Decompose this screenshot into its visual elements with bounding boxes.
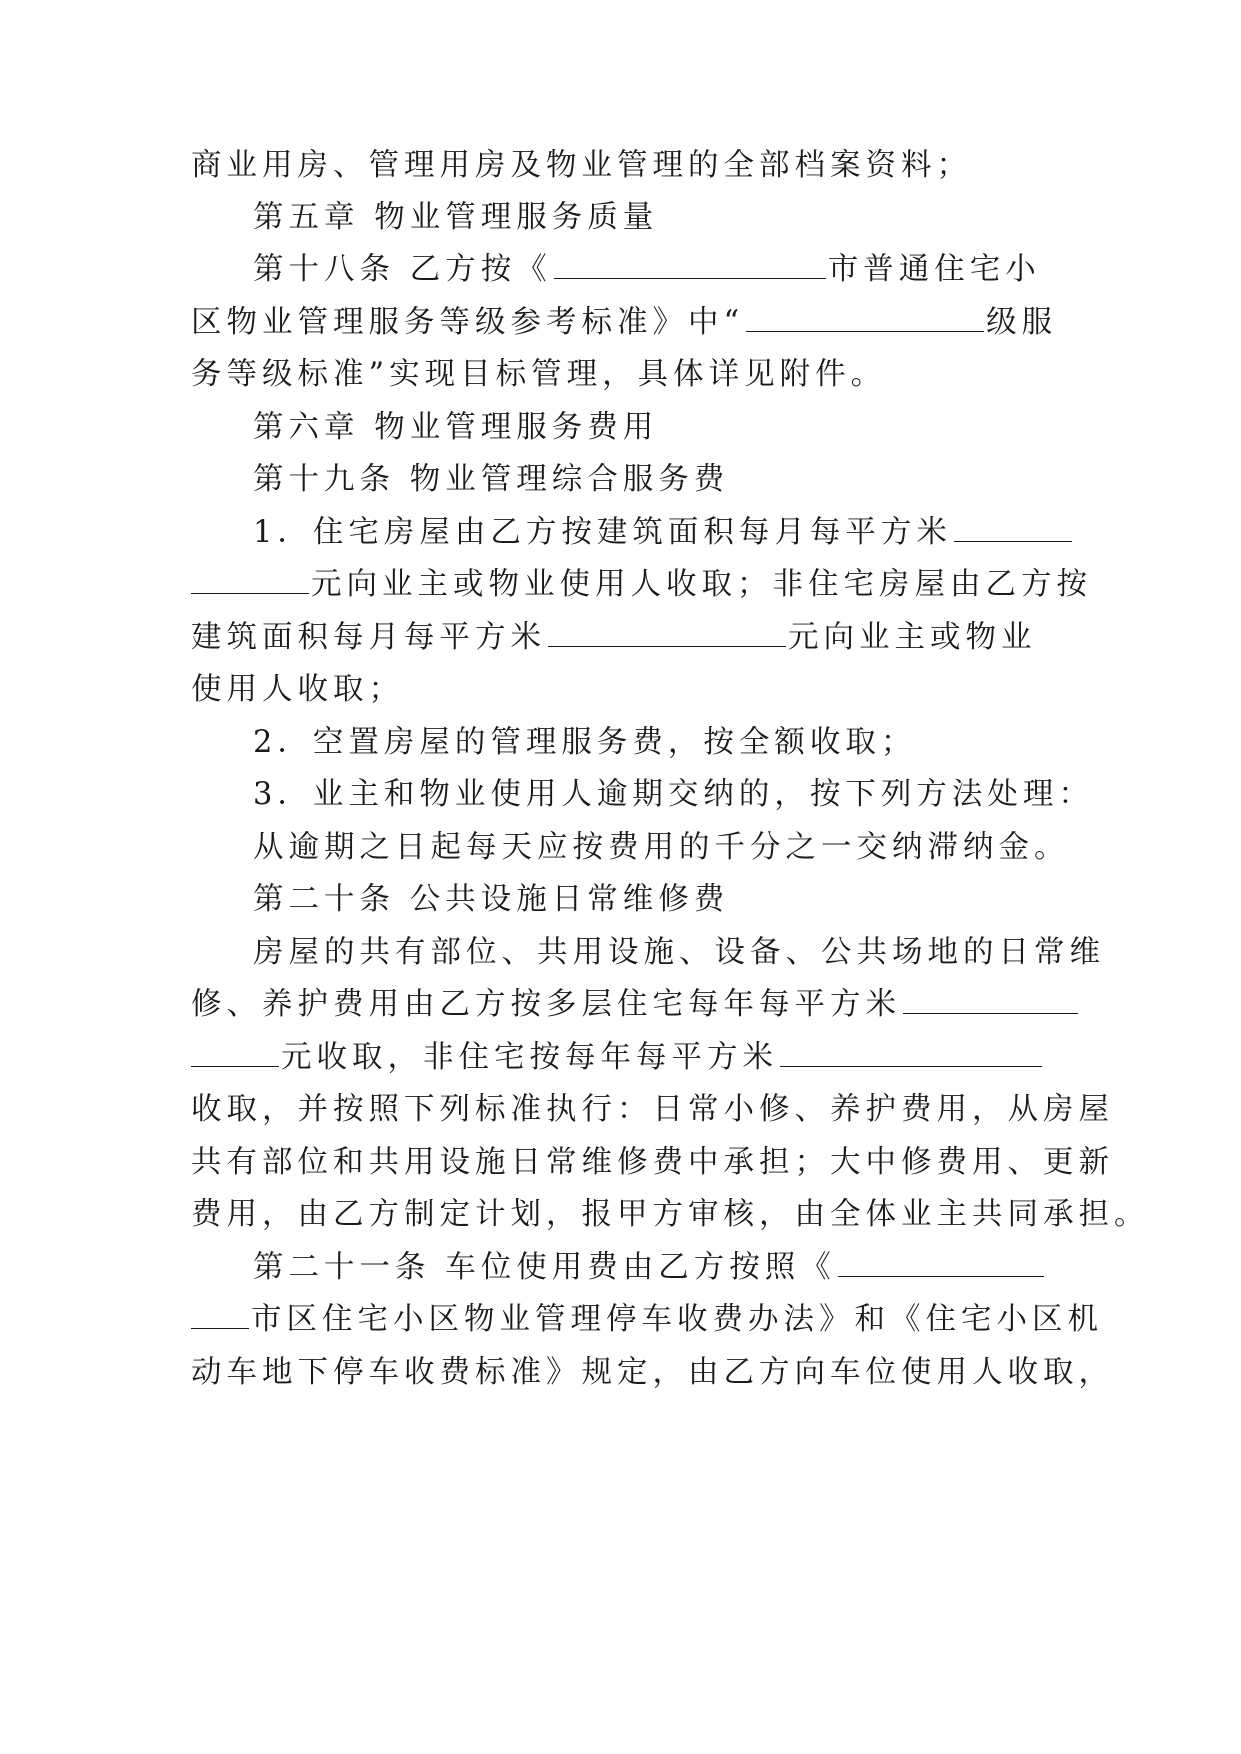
text-segment: 元向业主或物业 bbox=[788, 620, 1037, 655]
article-heading bbox=[253, 880, 1049, 920]
fill-in-blank bbox=[191, 565, 309, 594]
fill-in-blank bbox=[746, 303, 984, 332]
text-line bbox=[191, 1143, 1114, 1183]
text-line bbox=[191, 985, 1049, 1025]
text-segment: 3．业主和物业使用人逾期交纳的，按下列方法处理： bbox=[253, 777, 1094, 812]
text-segment: 建筑面积每月每平方米 bbox=[191, 620, 546, 655]
text-segment: 元向业主或物业使用人收取；非住宅房屋由乙方按 bbox=[311, 567, 1092, 602]
text-segment: 区物业管理服务等级参考标准》中“ bbox=[191, 305, 745, 340]
text-line bbox=[191, 1038, 1049, 1078]
text-segment: 2．空置房屋的管理服务费，按全额收取； bbox=[253, 725, 917, 760]
text-line bbox=[253, 933, 1105, 973]
fill-in-blank bbox=[838, 1248, 1044, 1277]
text-segment: 元收取，非住宅按每年每平方米 bbox=[281, 1040, 778, 1075]
text-line bbox=[191, 1195, 1150, 1235]
chapter-heading bbox=[253, 198, 1049, 238]
text-segment: 务等级标准”实现目标管理，具体详见附件。 bbox=[191, 357, 887, 392]
article-title: 第十九条 物业管理综合服务费 bbox=[253, 462, 730, 497]
text-line bbox=[191, 618, 1049, 658]
text-segment: 动车地下停车收费标准》规定，由乙方向车位使用人收取， bbox=[191, 1355, 1114, 1390]
text-segment: 从逾期之日起每天应按费用的千分之一交纳滞纳金。 bbox=[253, 830, 1070, 865]
text-segment: 级服 bbox=[986, 305, 1058, 340]
article-line bbox=[253, 1248, 1049, 1288]
fill-in-blank bbox=[780, 1038, 1042, 1067]
text-segment: 商业用房、管理用房及物业管理的全部档案资料； bbox=[191, 148, 972, 183]
chapter-title: 第五章 物业管理服务质量 bbox=[253, 200, 659, 235]
text-segment: 费用，由乙方制定计划，报甲方审核，由全体业主共同承担。 bbox=[191, 1197, 1150, 1232]
list-item-line bbox=[253, 513, 1049, 553]
text-line bbox=[191, 670, 1049, 710]
chapter-title: 第六章 物业管理服务费用 bbox=[253, 410, 659, 445]
chapter-heading bbox=[253, 408, 1049, 448]
text-line bbox=[191, 303, 1058, 343]
article-line bbox=[253, 250, 1049, 290]
text-segment: 第二十一条 车位使用费由乙方按照《 bbox=[253, 1250, 836, 1285]
fill-in-blank bbox=[954, 513, 1072, 542]
text-line bbox=[191, 565, 1092, 605]
text-line bbox=[253, 828, 1070, 868]
fill-in-blank bbox=[548, 618, 786, 647]
text-line bbox=[191, 1353, 1114, 1393]
fill-in-blank bbox=[191, 1300, 249, 1329]
text-segment: 市区住宅小区物业管理停车收费办法》和《住宅小区机 bbox=[251, 1302, 1103, 1337]
fill-in-blank bbox=[903, 985, 1078, 1014]
text-segment: 共有部位和共用设施日常维修费中承担；大中修费用、更新 bbox=[191, 1145, 1114, 1180]
text-segment: 房屋的共有部位、共用设施、设备、公共场地的日常维 bbox=[253, 935, 1105, 970]
text-segment: 修、养护费用由乙方按多层住宅每年每平方米 bbox=[191, 987, 901, 1022]
text-line bbox=[191, 1300, 1103, 1340]
text-segment: 使用人收取； bbox=[191, 672, 404, 707]
text-line bbox=[191, 355, 1049, 395]
list-item-line bbox=[253, 723, 1049, 763]
text-line bbox=[191, 146, 1049, 186]
fill-in-blank bbox=[191, 1038, 279, 1067]
text-segment: 第十八条 乙方按《 bbox=[253, 252, 552, 287]
article-heading bbox=[253, 460, 1049, 500]
fill-in-blank bbox=[554, 250, 826, 279]
text-line bbox=[191, 1090, 1114, 1130]
article-title: 第二十条 公共设施日常维修费 bbox=[253, 882, 730, 917]
text-segment: 1．住宅房屋由乙方按建筑面积每月每平方米 bbox=[253, 515, 952, 550]
text-segment: 收取，并按照下列标准执行：日常小修、养护费用，从房屋 bbox=[191, 1092, 1114, 1127]
text-segment: 市普通住宅小 bbox=[827, 252, 1041, 287]
list-item-line bbox=[253, 775, 1094, 815]
